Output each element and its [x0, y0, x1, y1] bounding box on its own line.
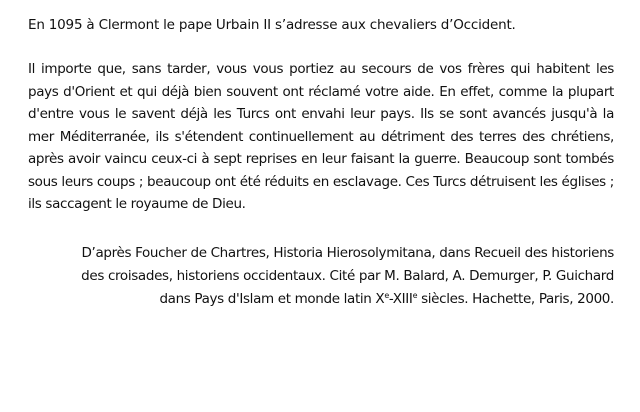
source-line-3-suffix: siècles. Hachette, Paris, 2000. — [417, 290, 614, 307]
century-end-suffix: e — [412, 290, 418, 300]
source-line-3-dash: -XIII — [388, 290, 413, 307]
document-body — [28, 14, 614, 311]
intro-sentence: En 1095 à Clermont le pape Urbain II s’adresse aux chevaliers d’Occident. — [28, 17, 516, 33]
century-start-suffix: e — [384, 290, 389, 300]
source-citation — [28, 242, 614, 311]
source-line-3 — [28, 288, 614, 311]
source-line-2: des croisades, historiens occidentaux. Cité par M. Balard, A. Demurger, P. Guichard — [81, 267, 614, 284]
quote-paragraph: Il importe que, sans tarder, vous vous portiez au secours de vos frères qui habitent les pays d'Orient et qui déjà bien souvent ont réclamé votre aide. En effet, comme la plupart d'entre vous le savent déjà les Turcs ont envahi leur pays. Ils se sont avancés jusqu'à la mer Méditerranée, ils s'étendent continuellement au détriment des terres des chrétiens, après avoir vaincu ceux-ci à sept reprises en leur faisant la guerre. Beaucoup sont tombés sous leurs coups ; beaucoup ont été réduits en esclavage. Ces Turcs détruisent les églises ; ils saccagent le royaume de Dieu. — [28, 61, 614, 212]
source-line-1: D’après Foucher de Chartres, Historia Hierosolymitana, dans Recueil des historiens — [81, 244, 614, 261]
source-line-3-prefix: dans Pays d'Islam et monde latin X — [159, 290, 385, 307]
